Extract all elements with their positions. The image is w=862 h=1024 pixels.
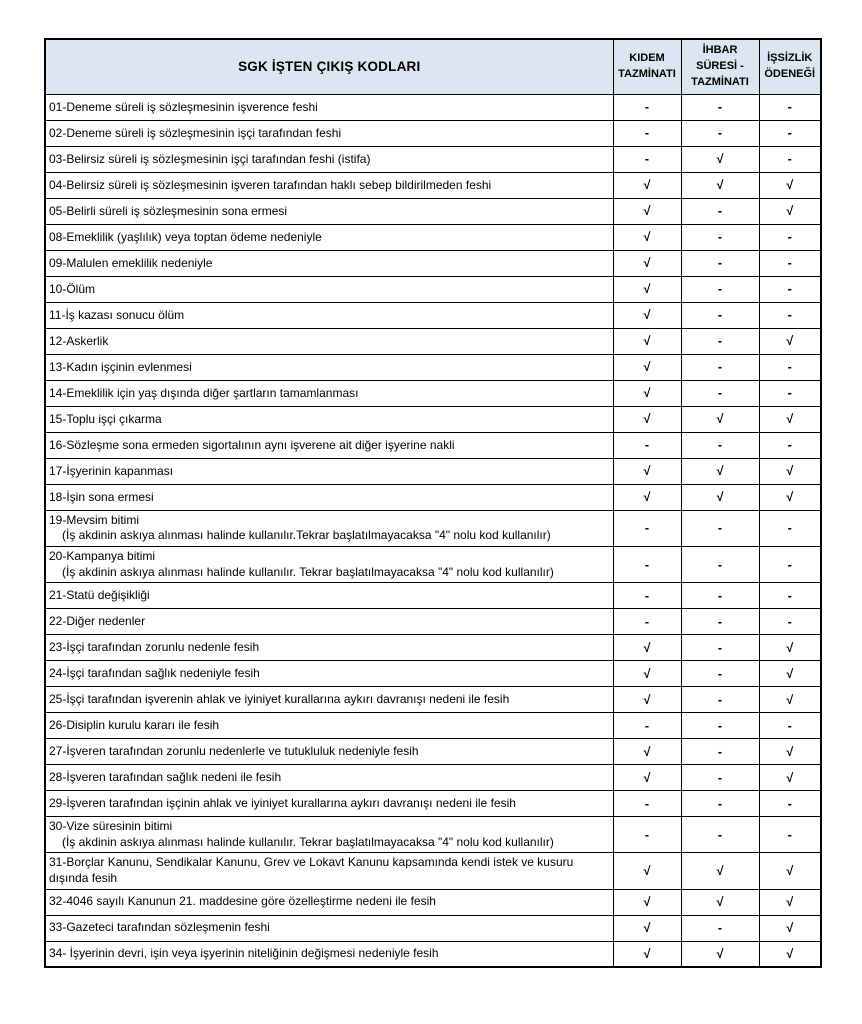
issizlik-odenegi-value: - bbox=[759, 224, 821, 250]
kidem-tazminati-value: √ bbox=[613, 302, 681, 328]
issizlik-odenegi-value: - bbox=[759, 713, 821, 739]
kidem-tazminati-value: √ bbox=[613, 276, 681, 302]
issizlik-odenegi-value: - bbox=[759, 609, 821, 635]
kidem-tazminati-value: √ bbox=[613, 406, 681, 432]
kidem-tazminati-value: √ bbox=[613, 250, 681, 276]
exit-code-label: 11-İş kazası sonucu ölüm bbox=[49, 307, 185, 322]
issizlik-odenegi-value: - bbox=[759, 354, 821, 380]
ihbar-suresi-value: - bbox=[681, 739, 759, 765]
exit-code-label: 19-Mevsim bitimi bbox=[49, 512, 140, 527]
exit-code-cell bbox=[45, 739, 613, 765]
exit-code-label: 10-Ölüm bbox=[49, 281, 96, 296]
table-row bbox=[45, 172, 821, 198]
ihbar-suresi-value: - bbox=[681, 276, 759, 302]
exit-code-label: 15-Toplu işçi çıkarma bbox=[49, 411, 162, 426]
kidem-tazminati-value: √ bbox=[613, 915, 681, 941]
kidem-tazminati-value: - bbox=[613, 713, 681, 739]
issizlik-odenegi-value: √ bbox=[759, 328, 821, 354]
table-row bbox=[45, 302, 821, 328]
table-row bbox=[45, 817, 821, 853]
ihbar-suresi-value: - bbox=[681, 609, 759, 635]
table-row bbox=[45, 406, 821, 432]
exit-code-cell bbox=[45, 276, 613, 302]
table-row bbox=[45, 609, 821, 635]
ihbar-suresi-value: - bbox=[681, 380, 759, 406]
kidem-tazminati-value: - bbox=[613, 432, 681, 458]
issizlik-odenegi-value: √ bbox=[759, 406, 821, 432]
kidem-tazminati-value: √ bbox=[613, 661, 681, 687]
sgk-exit-codes-table bbox=[44, 38, 822, 968]
kidem-tazminati-value: √ bbox=[613, 687, 681, 713]
exit-code-label: 24-İşçi tarafından sağlık nedeniyle fesih bbox=[49, 665, 260, 680]
table-row bbox=[45, 328, 821, 354]
issizlik-odenegi-value: √ bbox=[759, 172, 821, 198]
exit-code-cell bbox=[45, 224, 613, 250]
kidem-tazminati-value: √ bbox=[613, 889, 681, 915]
issizlik-odenegi-value: - bbox=[759, 146, 821, 172]
exit-code-cell bbox=[45, 765, 613, 791]
ihbar-suresi-value: - bbox=[681, 791, 759, 817]
table-row bbox=[45, 276, 821, 302]
ihbar-suresi-value: - bbox=[681, 583, 759, 609]
ihbar-suresi-value: - bbox=[681, 94, 759, 120]
ihbar-suresi-value: - bbox=[681, 328, 759, 354]
exit-code-cell bbox=[45, 250, 613, 276]
table-header-row bbox=[45, 39, 821, 94]
table-row bbox=[45, 889, 821, 915]
table-body bbox=[45, 94, 821, 967]
ihbar-suresi-value: - bbox=[681, 224, 759, 250]
issizlik-odenegi-value: - bbox=[759, 432, 821, 458]
ihbar-suresi-value: - bbox=[681, 635, 759, 661]
issizlik-odenegi-value: √ bbox=[759, 765, 821, 791]
exit-code-label: 34- İşyerinin devri, işin veya işyerinin niteliğinin değişmesi nedeniyle fesih bbox=[49, 946, 439, 961]
exit-code-cell bbox=[45, 120, 613, 146]
exit-code-label: 16-Sözleşme sona ermeden sigortalının aynı işverene ait diğer işyerine nakli bbox=[49, 437, 455, 452]
exit-code-label: 26-Disiplin kurulu kararı ile fesih bbox=[49, 717, 220, 732]
table-row bbox=[45, 458, 821, 484]
exit-code-cell bbox=[45, 687, 613, 713]
ihbar-suresi-value: - bbox=[681, 354, 759, 380]
ihbar-suresi-value: √ bbox=[681, 484, 759, 510]
exit-code-note: (İş akdinin askıya alınması halinde kullanılır.Tekrar başlatılmayacaksa "4" nolu kod kullanılır) bbox=[62, 528, 551, 543]
table-row bbox=[45, 146, 821, 172]
exit-code-cell bbox=[45, 328, 613, 354]
exit-code-label: 17-İşyerinin kapanması bbox=[49, 463, 174, 478]
exit-code-label: 02-Deneme süreli iş sözleşmesinin işçi tarafından feshi bbox=[49, 125, 342, 140]
exit-code-cell bbox=[45, 661, 613, 687]
exit-code-label: 01-Deneme süreli iş sözleşmesinin işverence feshi bbox=[49, 99, 318, 114]
table-row bbox=[45, 661, 821, 687]
exit-code-cell bbox=[45, 484, 613, 510]
kidem-tazminati-value: √ bbox=[613, 224, 681, 250]
exit-code-label: 18-İşin sona ermesi bbox=[49, 489, 154, 504]
exit-code-note: (İş akdinin askıya alınması halinde kullanılır. Tekrar başlatılmayacaksa "4" nolu kod kullanılır) bbox=[62, 834, 554, 849]
table-row bbox=[45, 198, 821, 224]
table-row bbox=[45, 224, 821, 250]
exit-code-label: 03-Belirsiz süreli iş sözleşmesinin işçi tarafından feshi (istifa) bbox=[49, 151, 371, 166]
exit-code-cell bbox=[45, 547, 613, 583]
kidem-tazminati-value: √ bbox=[613, 941, 681, 967]
column-header-issizlik-odenegi: İŞSİZLİK ÖDENEĞİ bbox=[759, 39, 821, 94]
exit-code-cell bbox=[45, 146, 613, 172]
exit-code-cell bbox=[45, 941, 613, 967]
table-row bbox=[45, 484, 821, 510]
exit-code-cell bbox=[45, 915, 613, 941]
kidem-tazminati-value: √ bbox=[613, 380, 681, 406]
ihbar-suresi-value: √ bbox=[681, 458, 759, 484]
exit-code-label: 14-Emeklilik için yaş dışında diğer şartların tamamlanması bbox=[49, 385, 359, 400]
kidem-tazminati-value: - bbox=[613, 510, 681, 546]
exit-code-cell bbox=[45, 635, 613, 661]
exit-code-cell bbox=[45, 380, 613, 406]
table-row bbox=[45, 687, 821, 713]
exit-code-label: 04-Belirsiz süreli iş sözleşmesinin işveren tarafından haklı sebep bildirilmeden feshi bbox=[49, 177, 492, 192]
ihbar-suresi-value: √ bbox=[681, 406, 759, 432]
column-header-kidem-tazminati: KIDEM TAZMİNATI bbox=[613, 39, 681, 94]
ihbar-suresi-value: √ bbox=[681, 941, 759, 967]
ihbar-suresi-value: - bbox=[681, 547, 759, 583]
kidem-tazminati-value: √ bbox=[613, 765, 681, 791]
ihbar-suresi-value: √ bbox=[681, 889, 759, 915]
exit-code-label: 32-4046 sayılı Kanunun 21. maddesine göre özelleştirme nedeni ile fesih bbox=[49, 894, 436, 909]
issizlik-odenegi-value: √ bbox=[759, 661, 821, 687]
exit-code-label: 21-Statü değişikliği bbox=[49, 587, 150, 602]
exit-code-cell bbox=[45, 406, 613, 432]
kidem-tazminati-value: - bbox=[613, 817, 681, 853]
table-row bbox=[45, 354, 821, 380]
kidem-tazminati-value: - bbox=[613, 94, 681, 120]
kidem-tazminati-value: √ bbox=[613, 635, 681, 661]
table-row bbox=[45, 713, 821, 739]
ihbar-suresi-value: - bbox=[681, 302, 759, 328]
issizlik-odenegi-value: - bbox=[759, 583, 821, 609]
table-row bbox=[45, 94, 821, 120]
exit-code-cell bbox=[45, 713, 613, 739]
kidem-tazminati-value: √ bbox=[613, 328, 681, 354]
exit-code-cell bbox=[45, 583, 613, 609]
ihbar-suresi-value: - bbox=[681, 765, 759, 791]
issizlik-odenegi-value: √ bbox=[759, 853, 821, 889]
exit-code-label: 22-Diğer nedenler bbox=[49, 613, 146, 628]
kidem-tazminati-value: - bbox=[613, 791, 681, 817]
kidem-tazminati-value: √ bbox=[613, 853, 681, 889]
table-row bbox=[45, 250, 821, 276]
kidem-tazminati-value: - bbox=[613, 120, 681, 146]
table-row bbox=[45, 583, 821, 609]
exit-code-cell bbox=[45, 172, 613, 198]
exit-code-label: 23-İşçi tarafından zorunlu nedenle fesih bbox=[49, 639, 260, 654]
kidem-tazminati-value: √ bbox=[613, 484, 681, 510]
issizlik-odenegi-value: √ bbox=[759, 198, 821, 224]
table-row bbox=[45, 547, 821, 583]
kidem-tazminati-value: √ bbox=[613, 739, 681, 765]
issizlik-odenegi-value: √ bbox=[759, 635, 821, 661]
issizlik-odenegi-value: √ bbox=[759, 458, 821, 484]
table-row bbox=[45, 853, 821, 889]
exit-code-label: 28-İşveren tarafından sağlık nedeni ile fesih bbox=[49, 769, 282, 784]
ihbar-suresi-value: - bbox=[681, 432, 759, 458]
ihbar-suresi-value: - bbox=[681, 198, 759, 224]
table-row bbox=[45, 791, 821, 817]
issizlik-odenegi-value: √ bbox=[759, 739, 821, 765]
kidem-tazminati-value: - bbox=[613, 609, 681, 635]
exit-code-label: 31-Borçlar Kanunu, Sendikalar Kanunu, Grev ve Lokavt Kanunu kapsamında kendi istek ve kusuru dışında fesih bbox=[49, 855, 574, 885]
exit-code-label: 13-Kadın işçinin evlenmesi bbox=[49, 359, 192, 374]
issizlik-odenegi-value: - bbox=[759, 547, 821, 583]
kidem-tazminati-value: - bbox=[613, 547, 681, 583]
kidem-tazminati-value: √ bbox=[613, 198, 681, 224]
ihbar-suresi-value: - bbox=[681, 915, 759, 941]
issizlik-odenegi-value: - bbox=[759, 791, 821, 817]
exit-code-cell bbox=[45, 94, 613, 120]
exit-code-label: 12-Askerlik bbox=[49, 333, 109, 348]
issizlik-odenegi-value: √ bbox=[759, 941, 821, 967]
issizlik-odenegi-value: - bbox=[759, 276, 821, 302]
exit-code-label: 29-İşveren tarafından işçinin ahlak ve iyiniyet kurallarına aykırı davranışı nedeni ile fesih bbox=[49, 795, 516, 810]
table-header bbox=[45, 39, 821, 94]
ihbar-suresi-value: - bbox=[681, 250, 759, 276]
table-row bbox=[45, 915, 821, 941]
issizlik-odenegi-value: - bbox=[759, 94, 821, 120]
issizlik-odenegi-value: - bbox=[759, 817, 821, 853]
ihbar-suresi-value: √ bbox=[681, 146, 759, 172]
issizlik-odenegi-value: √ bbox=[759, 915, 821, 941]
ihbar-suresi-value: - bbox=[681, 661, 759, 687]
column-header-ihbar-suresi-tazminati: İHBAR SÜRESİ - TAZMİNATI bbox=[681, 39, 759, 94]
issizlik-odenegi-value: - bbox=[759, 120, 821, 146]
table-row bbox=[45, 510, 821, 546]
exit-code-cell bbox=[45, 889, 613, 915]
kidem-tazminati-value: √ bbox=[613, 458, 681, 484]
exit-code-label: 05-Belirli süreli iş sözleşmesinin sona ermesi bbox=[49, 203, 288, 218]
issizlik-odenegi-value: - bbox=[759, 302, 821, 328]
table-row bbox=[45, 635, 821, 661]
ihbar-suresi-value: - bbox=[681, 713, 759, 739]
table-row bbox=[45, 432, 821, 458]
issizlik-odenegi-value: - bbox=[759, 250, 821, 276]
ihbar-suresi-value: √ bbox=[681, 172, 759, 198]
issizlik-odenegi-value: √ bbox=[759, 889, 821, 915]
ihbar-suresi-value: - bbox=[681, 510, 759, 546]
exit-code-label: 30-Vize süresinin bitimi bbox=[49, 819, 173, 834]
ihbar-suresi-value: - bbox=[681, 687, 759, 713]
exit-code-cell bbox=[45, 458, 613, 484]
exit-code-cell bbox=[45, 302, 613, 328]
kidem-tazminati-value: √ bbox=[613, 354, 681, 380]
exit-code-cell bbox=[45, 817, 613, 853]
exit-code-note: (İş akdinin askıya alınması halinde kullanılır. Tekrar başlatılmayacaksa "4" nolu kod kullanılır) bbox=[62, 564, 554, 579]
issizlik-odenegi-value: √ bbox=[759, 687, 821, 713]
ihbar-suresi-value: √ bbox=[681, 853, 759, 889]
exit-code-cell bbox=[45, 198, 613, 224]
table-row bbox=[45, 380, 821, 406]
table-row bbox=[45, 941, 821, 967]
exit-code-cell bbox=[45, 853, 613, 889]
table-row bbox=[45, 739, 821, 765]
exit-code-label: 25-İşçi tarafından işverenin ahlak ve iyiniyet kurallarına aykırı davranışı nedeni ile fesih bbox=[49, 691, 510, 706]
kidem-tazminati-value: - bbox=[613, 583, 681, 609]
exit-code-cell bbox=[45, 791, 613, 817]
exit-code-label: 20-Kampanya bitimi bbox=[49, 549, 156, 563]
kidem-tazminati-value: √ bbox=[613, 172, 681, 198]
exit-code-label: 08-Emeklilik (yaşlılık) veya toptan ödeme nedeniyle bbox=[49, 229, 322, 244]
exit-code-label: 33-Gazeteci tarafından sözleşmenin feshi bbox=[49, 920, 270, 935]
issizlik-odenegi-value: √ bbox=[759, 484, 821, 510]
table-row bbox=[45, 120, 821, 146]
table-row bbox=[45, 765, 821, 791]
exit-code-cell bbox=[45, 609, 613, 635]
table-title: SGK İŞTEN ÇIKIŞ KODLARI bbox=[45, 39, 613, 94]
exit-code-cell bbox=[45, 510, 613, 546]
ihbar-suresi-value: - bbox=[681, 120, 759, 146]
issizlik-odenegi-value: - bbox=[759, 380, 821, 406]
issizlik-odenegi-value: - bbox=[759, 510, 821, 546]
exit-code-cell bbox=[45, 354, 613, 380]
exit-code-label: 09-Malulen emeklilik nedeniyle bbox=[49, 255, 213, 270]
exit-code-cell bbox=[45, 432, 613, 458]
exit-code-label: 27-İşveren tarafından zorunlu nedenlerle ve tutukluluk nedeniyle fesih bbox=[49, 743, 419, 758]
ihbar-suresi-value: - bbox=[681, 817, 759, 853]
kidem-tazminati-value: - bbox=[613, 146, 681, 172]
